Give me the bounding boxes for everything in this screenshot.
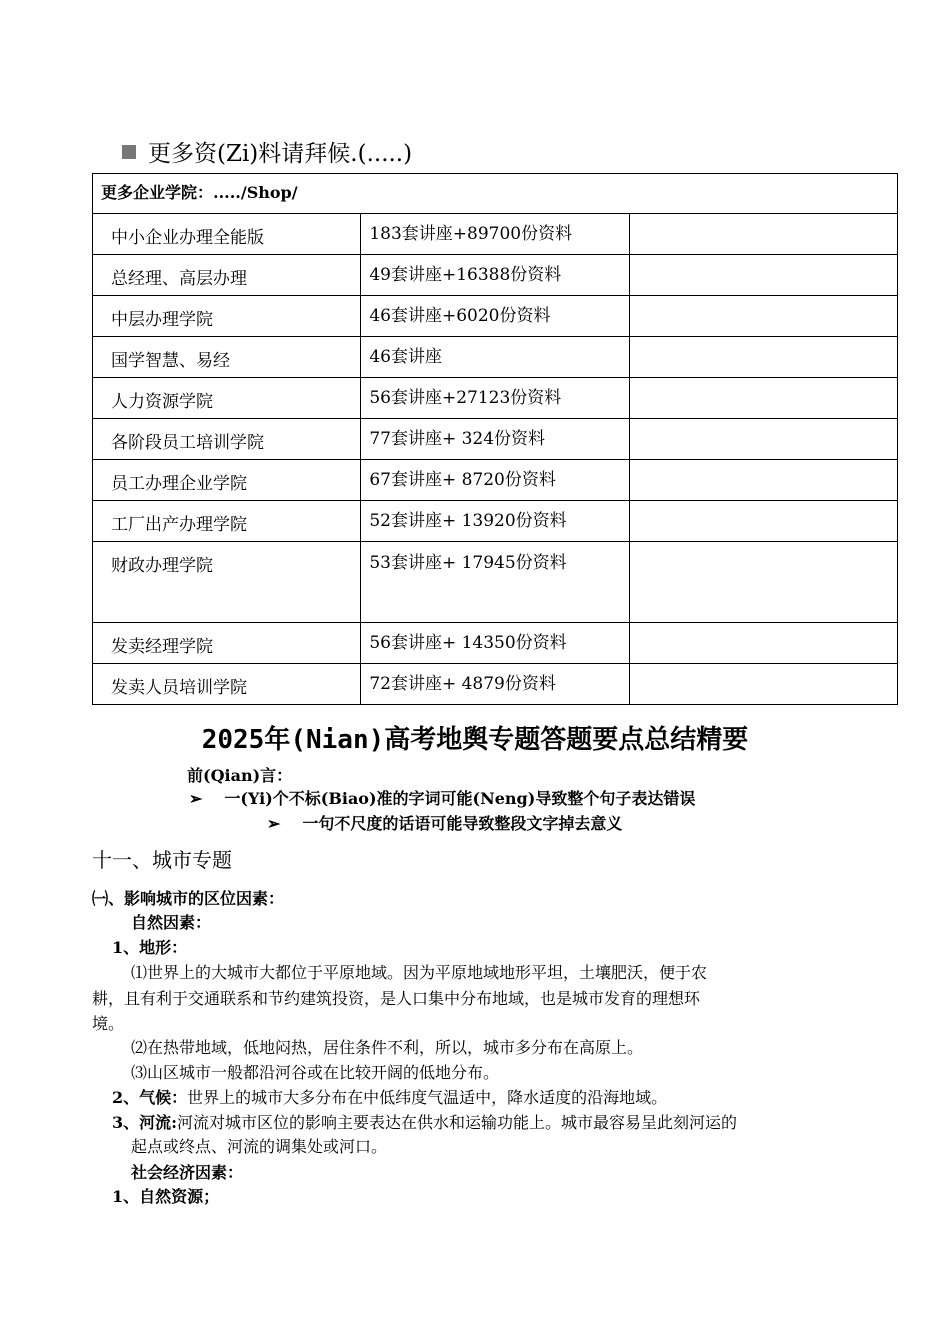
- academy-name: 中小企业办理全能版: [93, 214, 361, 255]
- table-row: [93, 337, 898, 378]
- section-heading: 十一、城市专题: [92, 848, 232, 872]
- academy-name: 人力资源学院: [93, 378, 361, 419]
- document-title: 2025年(Nian)高考地舆专题答题要点总结精要: [201, 725, 749, 755]
- academy-table: [92, 173, 898, 705]
- table-header: 更多企业学院：...../Shop/: [93, 174, 898, 214]
- academy-name: 国学智慧、易经: [93, 337, 361, 378]
- table-row: [93, 501, 898, 542]
- table-row: [93, 255, 898, 296]
- empty-cell: [629, 623, 897, 664]
- terrain-paragraph-1-line-3: 境。: [92, 1014, 125, 1033]
- empty-cell: [629, 664, 897, 705]
- academy-name: 财政办理学院: [93, 542, 361, 623]
- academy-name: 发卖人员培训学院: [93, 664, 361, 705]
- subsection-heading: ㈠、影响城市的区位因素：: [92, 889, 285, 908]
- terrain-label: 1、地形：: [112, 938, 188, 957]
- preface-text-2: 一句不尺度的话语可能导致整段文字掉去意义: [302, 814, 623, 833]
- table-row: [93, 623, 898, 664]
- terrain-paragraph-3: ⑶山区城市一般都沿河谷或在比较开阔的低地分布。: [131, 1063, 500, 1082]
- empty-cell: [629, 337, 897, 378]
- square-bullet-icon: [122, 145, 136, 159]
- table-row: [93, 296, 898, 337]
- preface-text-1: 一(Yi)个不标(Biao)准的字词可能(Neng)导致整个句子表达错误: [224, 789, 696, 808]
- climate-label: 2、气候：: [112, 1088, 188, 1107]
- academy-name: 员工办理企业学院: [93, 460, 361, 501]
- academy-desc: 56套讲座+ 14350份资料: [361, 623, 629, 664]
- arrow-bullet-icon: ➢: [189, 789, 203, 808]
- more-resources-text: 更多资(Zi)料请拜候.(.....): [148, 141, 413, 167]
- river-text-1: 河流对城市区位的影响主要表达在供水和运输功能上。城市最容易呈此刻河运的: [177, 1113, 738, 1132]
- table-row: [93, 460, 898, 501]
- empty-cell: [629, 296, 897, 337]
- climate-line: [112, 1085, 667, 1108]
- preface-line-2: [267, 811, 622, 834]
- table-row: [93, 419, 898, 460]
- academy-desc: 56套讲座+27123份资料: [361, 378, 629, 419]
- table-row: [93, 664, 898, 705]
- river-text-2: 起点或终点、河流的调集处或河口。: [131, 1137, 388, 1156]
- river-line: [112, 1110, 737, 1133]
- social-factors-label: 社会经济因素：: [131, 1163, 244, 1182]
- academy-name: 中层办理学院: [93, 296, 361, 337]
- natural-factors-label: 自然因素：: [131, 913, 212, 932]
- table-row: [93, 542, 898, 623]
- terrain-paragraph-1-line-1: ⑴世界上的大城市大都位于平原地域。因为平原地域地形平坦，土壤肥沃，便于农: [131, 963, 708, 982]
- empty-cell: [629, 214, 897, 255]
- empty-cell: [629, 501, 897, 542]
- terrain-paragraph-1-line-2: 耕，且有利于交通联系和节约建筑投资，是人口集中分布地域，也是城市发育的理想环: [92, 989, 701, 1008]
- academy-name: 各阶段员工培训学院: [93, 419, 361, 460]
- preface-line-1: [189, 786, 695, 809]
- academy-desc: 67套讲座+ 8720份资料: [361, 460, 629, 501]
- academy-desc: 183套讲座+89700份资料: [361, 214, 629, 255]
- empty-cell: [629, 460, 897, 501]
- academy-desc: 46套讲座: [361, 337, 629, 378]
- more-resources-line: [122, 135, 412, 168]
- empty-cell: [629, 419, 897, 460]
- table-row: [93, 378, 898, 419]
- empty-cell: [629, 378, 897, 419]
- academy-desc: 72套讲座+ 4879份资料: [361, 664, 629, 705]
- academy-desc: 52套讲座+ 13920份资料: [361, 501, 629, 542]
- academy-desc: 46套讲座+6020份资料: [361, 296, 629, 337]
- academy-name: 发卖经理学院: [93, 623, 361, 664]
- academy-desc: 53套讲座+ 17945份资料: [361, 542, 629, 623]
- academy-name: 工厂出产办理学院: [93, 501, 361, 542]
- academy-desc: 77套讲座+ 324份资料: [361, 419, 629, 460]
- empty-cell: [629, 255, 897, 296]
- terrain-paragraph-2: ⑵在热带地域，低地闷热，居住条件不利，所以，城市多分布在高原上。: [131, 1038, 644, 1057]
- climate-text: 世界上的城市大多分布在中低纬度气温适中，降水适度的沿海地域。: [187, 1088, 668, 1107]
- natural-resources-label: 1、自然资源；: [112, 1187, 220, 1206]
- empty-cell: [629, 542, 897, 623]
- table-row: [93, 214, 898, 255]
- river-label: 3、河流:: [112, 1113, 178, 1132]
- academy-name: 总经理、高层办理: [93, 255, 361, 296]
- arrow-bullet-icon: ➢: [267, 814, 281, 833]
- academy-desc: 49套讲座+16388份资料: [361, 255, 629, 296]
- preface-label: 前(Qian)言：: [187, 766, 293, 785]
